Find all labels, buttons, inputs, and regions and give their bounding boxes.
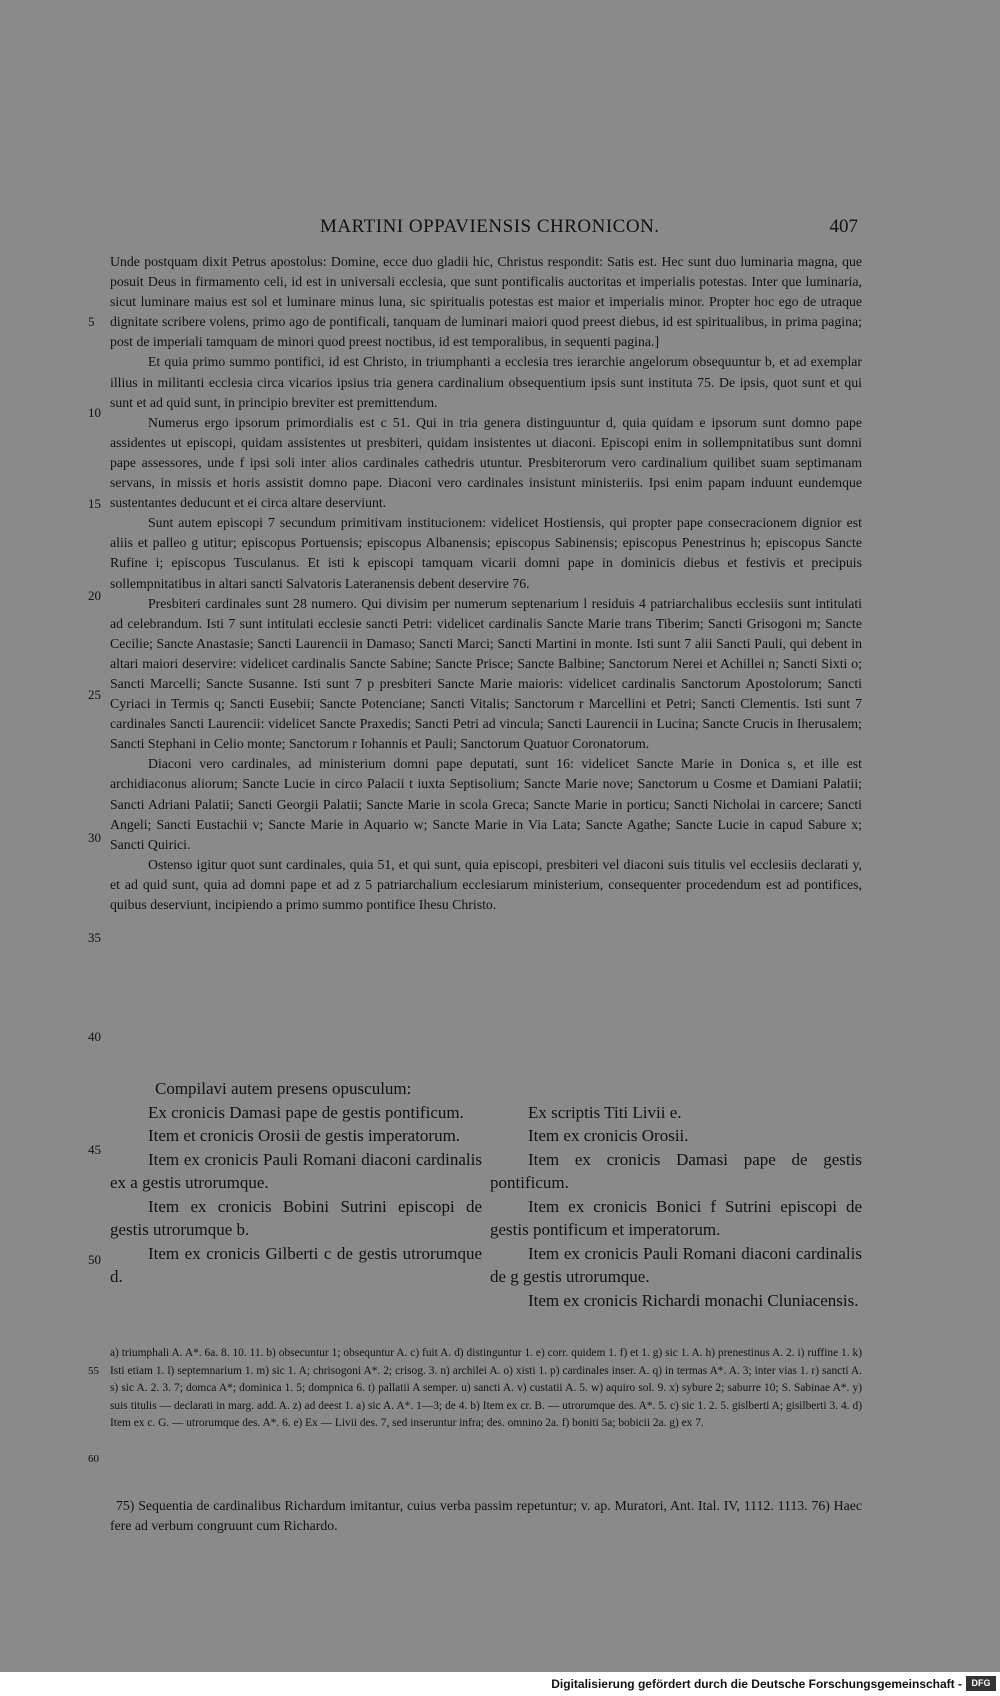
footnote-block: a) triumphali A. A*. 6a. 8. 10. 11. b) obsecuntur 1; obsequntur A. c) fuit A. d) distinguntur 1. e) corr. quidem 1. f) et 1. g) sic 1. A. h) prenestinus A. 2. i) ruffine 1. k) Isti etiam 1. l) septemnarium 1. m) sic 1. A; chrisogoni A*. 2; crisog. 3. n) archilei A. o) xisti 1. p) cardinales inser. A. q) in termas A*. A. 3; inter vias 1. r) sancti A. s) sic A. 2. 3. 7; domca A*; dominica 1. 5; dompnica 6. t) pallatii A semper. u) sancti A. v) custatii A. 5. w) aquiro sol. 9. x) sybure 2; saburre 10; S. Sabinae A*. y) suis titulis — declarati in marg. add. A. z) ad deest 1. a) sic A. A*. 1—3; de 4. b) Item ex cr. B. — utrorumque des. A*. 5. c) sic 1. 2. 5. gislberti A; gisilberti 3. 4. d) Item ex c. G. — utrorumque des. A*. 6. e) Ex — Livii des. 7, sed inseruntur infra; des. omnino 2a. f) boniti 5a; bobicii 2a. g) ex 7. [110,1347,862,1430]
source-item: Item ex cronicis Gilberti c de gestis utrorumque d. [110,1243,482,1286]
running-title: MARTINI OPPAVIENSIS CHRONICON. [320,216,660,237]
line-number: 5 [88,314,95,329]
source-item: Ex scriptis Titi Livii e. [528,1102,682,1122]
line-number: 60 [88,1453,99,1465]
line-number: 40 [88,1029,101,1044]
funding-notice: Digitalisierung gefördert durch die Deutsche Forschungsgemeinschaft - [551,1677,962,1691]
source-item: Item ex cronicis Pauli Romani diaconi cardinalis ex a gestis utrorumque. [110,1149,482,1192]
source-item: Ex cronicis Damasi pape de gestis pontificum. [148,1102,464,1122]
line-number: 45 [88,1142,101,1157]
line-number: 35 [88,930,101,945]
paragraph: Numerus ergo ipsorum primordialis est c 51. Qui in tria genera distinguuntur d, quia quidam e ipsorum sunt domno pape assidentes ut episcopi, quidam assistentes ut presbiteri, quidam insistentes ut diaconi. Episcopi enim in sollempnitatibus sunt domni pape assessores, unde f ipsi soli inter alios cardinales cathedris utuntur. Presbiterorum vero cardinalium quilibet suam septimanam servans, in missis et horis assistit domno pape. Diaconi vero cardinales insistunt ministeriis. Ipsi enim papam induunt eundemque sustentantes deducunt et ei circa altare deserviunt. [110,414,862,511]
paragraph: Unde postquam dixit Petrus apostolus: Domine, ecce duo gladii hic, Christus respondit: Satis est. Hec sunt duo luminaria magna, que posuit Deus in firmamento celi, id est in universali ecclesia, que sunt pontificalis auctoritas et imperialis potestas. Inter que luminaria, sicut luminare maius est sol et luminare minus luna, sic spiritualis potestas est maior et imperialis minor. Propter hoc ego de utraque dignitate scribere volens, primo ago de pontificali, tanquam de luminari maiori quod preest diebus, id est spiritualibus, in prima pagina; post de imperiali tamquam de minori quod preest noctibus, id est temporalibus, in sequenti pagina.] [110,254,862,350]
line-number: 55 [88,1365,99,1377]
source-item: Item ex cronicis Damasi pape de gestis pontificum. [490,1149,862,1192]
right-column [490,1101,862,1313]
critical-apparatus [88,1345,862,1465]
dfg-logo-icon: DFG [966,1676,996,1691]
page-header [110,216,862,240]
line-number: 15 [88,496,101,511]
digitization-footer [0,1672,1000,1696]
paragraph: Et quia primo summo pontifici, id est Christo, in triumphanti a ecclesia tres ierarchie angelorum obsequuntur b, et ad exemplar illius in militanti ecclesia circa vicarios ipsius tria genera cardinalium obsequentium ipsis sunt instituta 75. De ipsis, quot sunt et qui sunt et ad quid sunt, in principio breviter est premittendum. [110,354,862,410]
paragraph: Ostenso igitur quot sunt cardinales, quia 51, et qui sunt, quia episcopi, presbiteri vel diaconi suis titulis vel ecclesiis declarati y, et ad quid sunt, quia ad domni pape et ad z 5 patriarchalium ecclesiarum ministerium, consequenter procedendum est ad pontifices, quibus deserviunt, incipiendo a primo summo pontifice Ihesu Christo. [110,856,862,912]
source-item: Item ex cronicis Orosii. [528,1126,689,1145]
line-number: 10 [88,405,101,420]
compilation-heading: Compilavi autem presens opusculum: [155,1079,412,1098]
source-item: Item ex cronicis Pauli Romani diaconi cardinalis de g gestis utrorumque. [490,1243,862,1286]
source-notes [110,1496,862,1536]
paragraph: Presbiteri cardinales sunt 28 numero. Qui divisim per numerum septenarium l residuis 4 patriarchalibus ecclesiis sunt intitulati ad celebrandum. Isti 7 sunt intitulati ecclesie sancti Petri: videlicet cardinalis Sancte Marie trans Tiberim; Sancti Grisogoni m; Sancte Cecilie; Sancte Anastasie; Sancti Laurencii in Damaso; Sancti Marci; Sancti Martini in monte. Isti sunt 7 alii Sancti Pauli, qui debent in altari maiori deservire: videlicet cardinalis Sancte Sabine; Sancte Prisce; Sancte Balbine; Sanctorum Nerei et Achillei n; Sancti Sixti o; Sancti Marcelli; Sancte Susanne. Isti sunt 7 p presbiteri Sancte Marie maioris: videlicet cardinalis Sanctorum Apostolorum; Sancti Cyriaci in Termis q; Sancti Eusebii; Sancte Potenciane; Sancti Vitalis; Sanctorum r Marcellini et Petri; Sancti Clementis. Isti sunt 7 cardinales Sancti Laurencii: videlicet Sancte Praxedis; Sancti Petri ad vincula; Sancti Laurencii in Lucina; Sancte Crucis in Iherusalem; Sancti Stephani in Celio monte; Sanctorum r Iohannis et Pauli; Sanctorum Quatuor Coronatorum. [110,595,862,752]
page-number: 407 [829,216,858,237]
main-text [88,252,862,1044]
source-item: Item ex cronicis Bobini Sutrini episcopi de gestis utrorumque b. [110,1196,482,1239]
line-number: 25 [88,687,101,702]
source-item: Item ex cronicis Bonici f Sutrini episcopi de gestis pontificum et imperatorum. [490,1196,862,1239]
line-number: 30 [88,830,101,845]
left-column [110,1101,482,1313]
paragraph: Sunt autem episcopi 7 secundum primitivam institucionem: videlicet Hostiensis, qui propter pape consecracionem dignior est aliis et palleo g utitur; episcopus Portuensis; episcopus Albanensis; episcopus Sabinensis; episcopus Penestrinus h; episcopus Sancte Rufine i; episcopus Tusculanus. Et isti k episcopi tamquam vicarii domni pape in dominicis diebus et festivis et precipuis sollempnitatibus in altari sancti Salvatoris Lateranensis debent deservire 76. [110,515,862,591]
line-number: 20 [88,588,101,603]
source-item: Item ex cronicis Richardi monachi Cluniacensis. [528,1290,859,1310]
endnote-block: 75) Sequentia de cardinalibus Richardum imitantur, cuius verba passim repetuntur; v. ap. Muratori, Ant. Ital. IV, 1112. 1113. 76) Haec fere ad verbum congruunt cum Richardo. [110,1498,862,1533]
source-item: Item et cronicis Orosii de gestis imperatorum. [148,1126,461,1145]
paragraph: Diaconi vero cardinales, ad ministerium domni pape deputati, sunt 16: videlicet Sancte Marie in Donica s, et ille est archidiaconus aliorum; Sancte Lucie in circo Palacii t iuxta Septisolium; Sancte Marie nove; Sanctorum u Cosme et Damiani Palatii; Sancti Adriani Palatii; Sancti Georgii Palatii; Sancte Marie in scola Greca; Sancte Marie in porticu; Sancti Nicholai in carcere; Sancti Angeli; Sancti Eustachii v; Sancte Marie in Aquario w; Sancte Marie in Via Lata; Sancte Agathe; Sancte Lucie in capud Sabure x; Sancti Quirici. [110,756,862,852]
compilation-list [88,1077,862,1312]
line-number: 50 [88,1252,101,1267]
compilation-columns [110,1101,862,1313]
